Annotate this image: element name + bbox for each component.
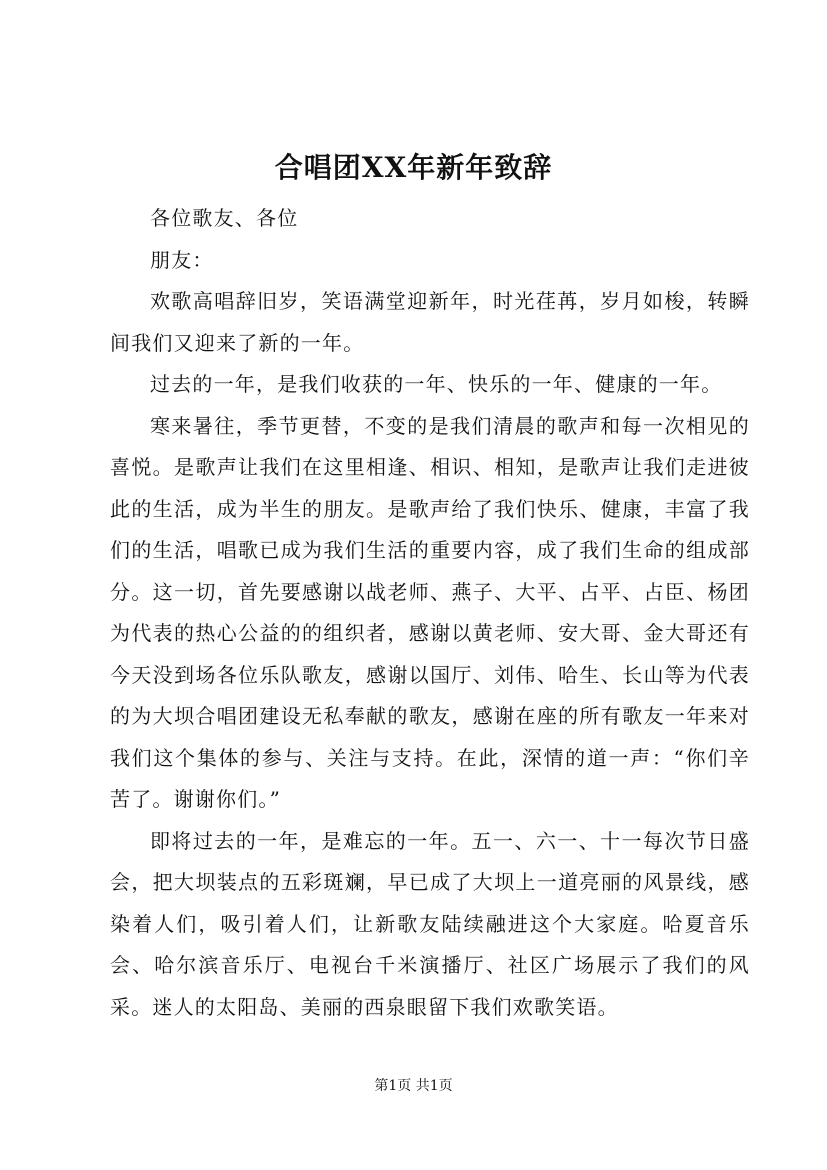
salutation-line-2: 朋友： [150, 247, 214, 272]
page-footer: 第1页 共1页 [374, 1078, 453, 1094]
paragraph-memorable-year: 即将过去的一年，是难忘的一年。五一、六一、十一每次节日盛会，把大坝装点的五彩斑斓，早已成了大坝上一道亮丽的风景线，感染着人们，吸引着人们，让新歌友陆续融进这个大家庭。哈夏音乐会、哈尔滨音乐厅、电视台千米演播厅、社区广场展示了我们的风采。迷人的太阳岛、美丽的西泉眼留下我们欢歌笑语。 [110, 828, 750, 1019]
document-body [110, 198, 750, 1028]
salutation-line-1: 各位歌友、各位 [150, 206, 299, 230]
document-title: 合唱团XX年新年致辞 [274, 151, 553, 184]
paragraph-thanks: 寒来暑往，季节更替，不变的是我们清晨的歌声和每一次相见的喜悦。是歌声让我们在这里相逢、相识、相知，是歌声让我们走进彼此的生活，成为半生的朋友。是歌声给了我们快乐、健康，丰富了我们的生活，唱歌已成为我们生活的重要内容，成了我们生命的组成部分。这一切，首先要感谢以战老师、燕子、大平、占平、占臣、杨团为代表的热心公益的的组织者，感谢以黄老师、安大哥、金大哥还有今天没到场各位乐队歌友，感谢以国厅、刘伟、哈生、长山等为代表的为大坝合唱团建设无私奉献的歌友，感谢在座的所有歌友一年来对我们这个集体的参与、关注与支持。在此，深情的道一声：“你们辛苦了。谢谢你们。” [110, 413, 750, 811]
paragraph-opening: 欢歌高唱辞旧岁，笑语满堂迎新年，时光荏苒，岁月如梭，转瞬间我们又迎来了新的一年。 [110, 289, 750, 355]
paragraph-past-year: 过去的一年，是我们收获的一年、快乐的一年、健康的一年。 [150, 372, 723, 396]
